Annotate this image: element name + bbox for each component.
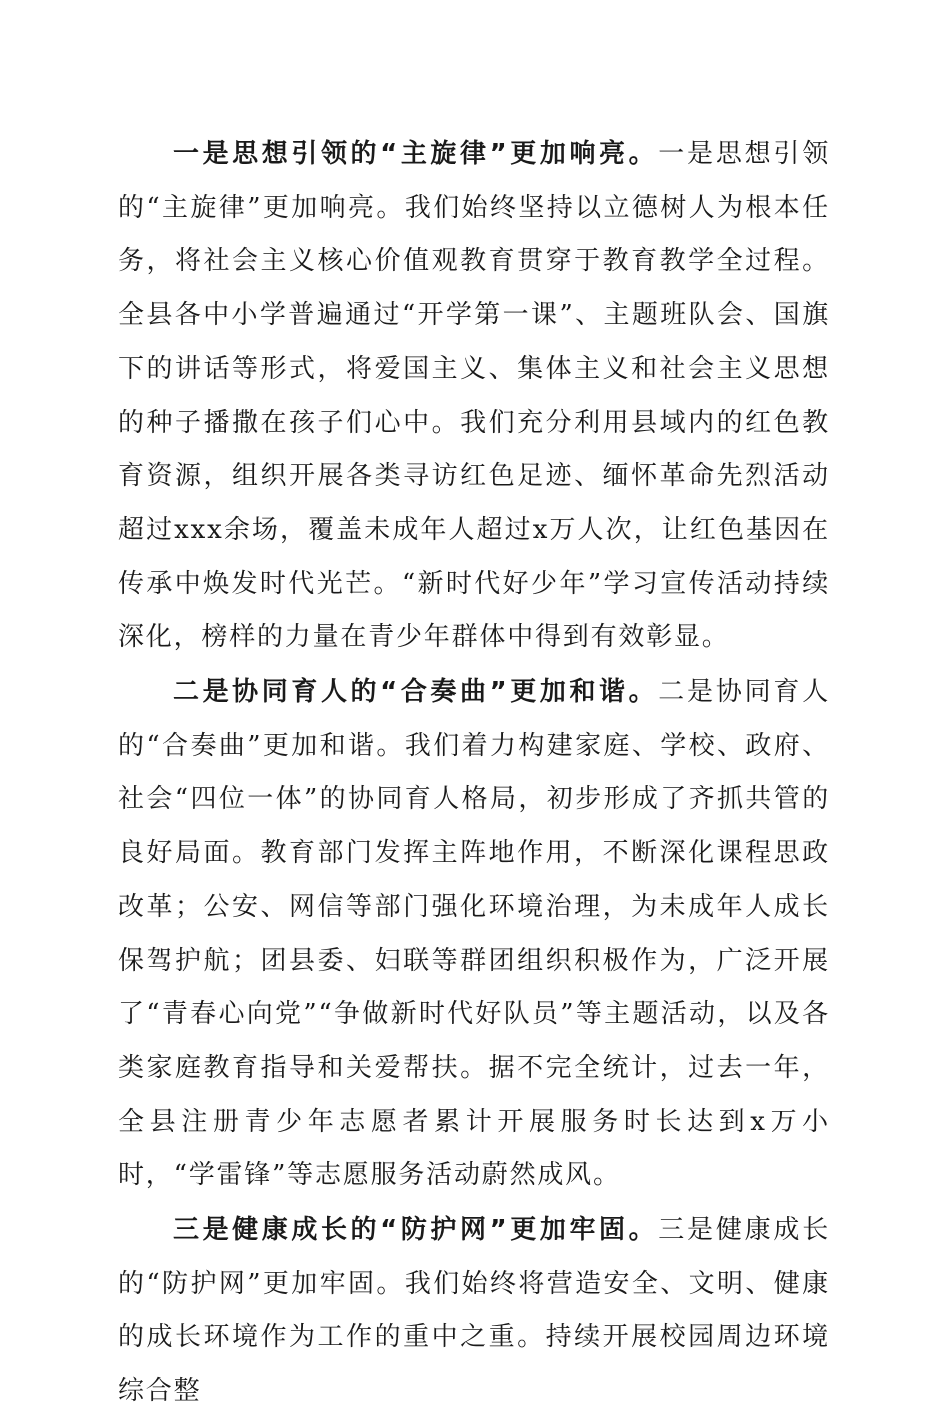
paragraph-text: 我们着力构建家庭、学校、政府、社会“四位一体”的协同育人格局，初步形成了齐抓共管的良好局面。教育部门发挥主阵地作用，不断深化课程思政改革；公安、网信等部门强化环境治理，为未成年人成长保驾护航；团县委、妇联等群团组织积极作为，广泛开展了“青春心向党”“争做新时代好队员”等主题活动，以及各类家庭教育指导和关爱帮扶。据不完全统计，过去一年，全县注册青少年志愿者累计开展服务时长达到x万小时，“学雷锋”等志愿服务活动蔚然成风。: [118, 730, 830, 1191]
paragraph-heading-repeat: 二是协同育人的“合奏曲”更加和谐。: [118, 677, 830, 761]
paragraph-heading-repeat: 一是思想引领的“主旋律”更加响亮。: [118, 139, 830, 223]
paragraph-collaborative-education: [118, 666, 830, 1203]
paragraph-heading: 一是思想引领的“主旋律”更加响亮。: [173, 139, 659, 169]
document-body: [118, 128, 830, 1419]
paragraph-ideological-guidance: [118, 128, 830, 665]
paragraph-heading: 二是协同育人的“合奏曲”更加和谐。: [173, 677, 659, 708]
paragraph-heading: 三是健康成长的“防护网”更加牢固。: [173, 1215, 659, 1246]
paragraph-text: 我们始终将营造安全、文明、健康的成长环境作为工作的重中之重。持续开展校园周边环境综合整: [118, 1268, 830, 1407]
paragraph-heading-repeat: 三是健康成长的“防护网”更加牢固。: [118, 1215, 830, 1299]
paragraph-healthy-growth: [118, 1204, 830, 1419]
paragraph-text: 我们始终坚持以立德树人为根本任务，将社会主义核心价值观教育贯穿于教育教学全过程。全县各中小学普遍通过“开学第一课”、主题班队会、国旗下的讲话等形式，将爱国主义、集体主义和社会主义思想的种子播撒在孩子们心中。我们充分利用县域内的红色教育资源，组织开展各类寻访红色足迹、缅怀革命先烈活动超过xxx余场，覆盖未成年人超过x万人次，让红色基因在传承中焕发时代光芒。“新时代好少年”学习宣传活动持续深化，榜样的力量在青少年群体中得到有效彰显。: [118, 192, 830, 653]
